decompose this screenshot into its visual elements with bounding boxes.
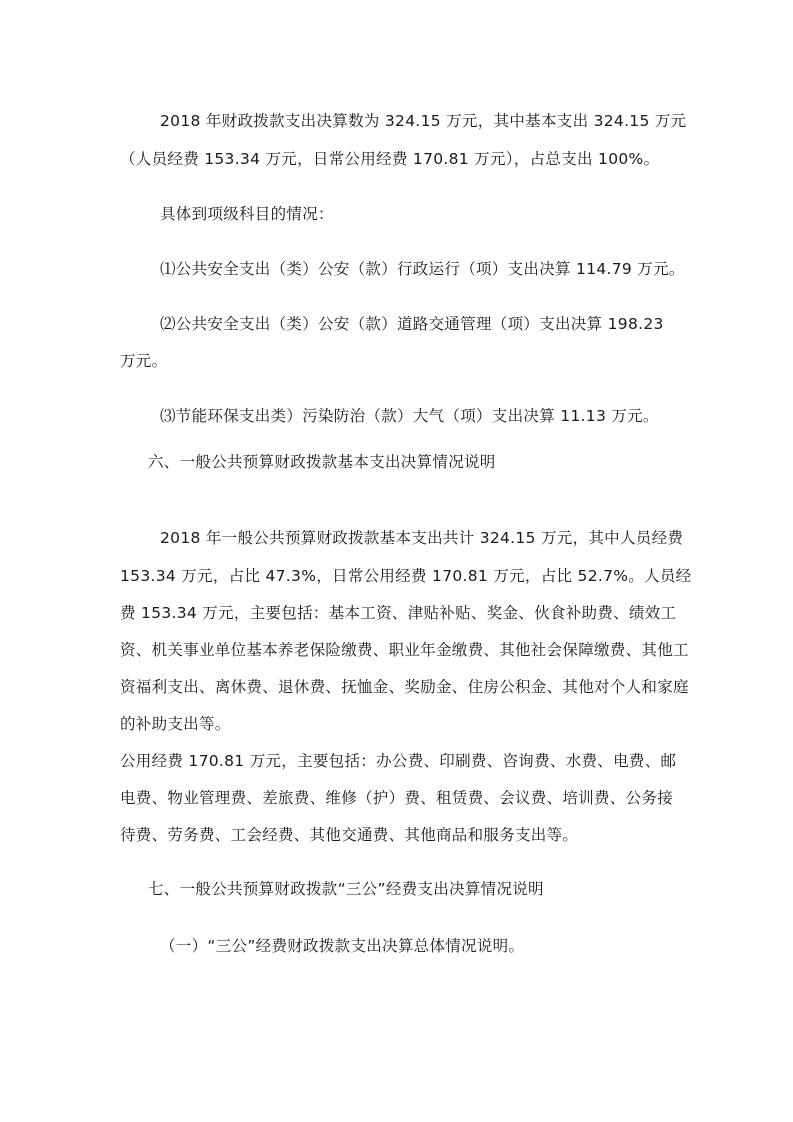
text-line: ⑵公共安全支出（类）公安（款）道路交通管理（项）支出决算 198.23 xyxy=(160,315,664,333)
text-line: 2018 年一般公共预算财政拨款基本支出共计 324.15 万元，其中人员经费 xyxy=(160,529,684,547)
text-line: 资福利支出、离休费、退休费、抚恤金、奖励金、住房公积金、其他对个人和家庭 xyxy=(120,678,689,696)
text-line: 公用经费 170.81 万元，主要包括：办公费、印刷费、咨询费、水费、电费、邮 xyxy=(120,752,677,770)
text-line: 待费、劳务费、工会经费、其他交通费、其他商品和服务支出等。 xyxy=(120,826,579,844)
text-line: 的补助支出等。 xyxy=(120,715,231,733)
text-line: 资、机关事业单位基本养老保险缴费、职业年金缴费、其他社会保障缴费、其他工 xyxy=(120,641,689,659)
text-line: ⑶节能环保支出类）污染防治（款）大气（项）支出决算 11.13 万元。 xyxy=(160,407,659,425)
text-line: 2018 年财政拨款支出决算数为 324.15 万元，其中基本支出 324.15 万元 xyxy=(160,112,687,130)
text-line: 153.34 万元，占比 47.3%，日常公用经费 170.81 万元，占比 52.7%。人员经 xyxy=(120,567,692,585)
section-heading-text: 七、一般公共预算财政拨款“三公”经费支出决算情况说明 xyxy=(148,880,544,898)
text-line: ⑴公共安全支出（类）公安（款）行政运行（项）支出决算 114.79 万元。 xyxy=(160,260,685,278)
section-heading-text: 六、一般公共预算财政拨款基本支出决算情况说明 xyxy=(148,453,496,471)
subsection-heading-text: （一）“三公”经费财政拨款支出决算总体情况说明。 xyxy=(160,937,525,955)
text-line: 电费、物业管理费、差旅费、维修（护）费、租赁费、会议费、培训费、公务接 xyxy=(120,789,674,807)
text-line: 具体到项级科目的情况： xyxy=(160,205,334,223)
text-line: 费 153.34 万元，主要包括：基本工资、津贴补贴、奖金、伙食补助费、绩效工 xyxy=(120,604,677,622)
text-line: （人员经费 153.34 万元，日常公用经费 170.81 万元），占总支出 100%。 xyxy=(120,150,660,168)
text-line: 万元。 xyxy=(120,352,168,370)
